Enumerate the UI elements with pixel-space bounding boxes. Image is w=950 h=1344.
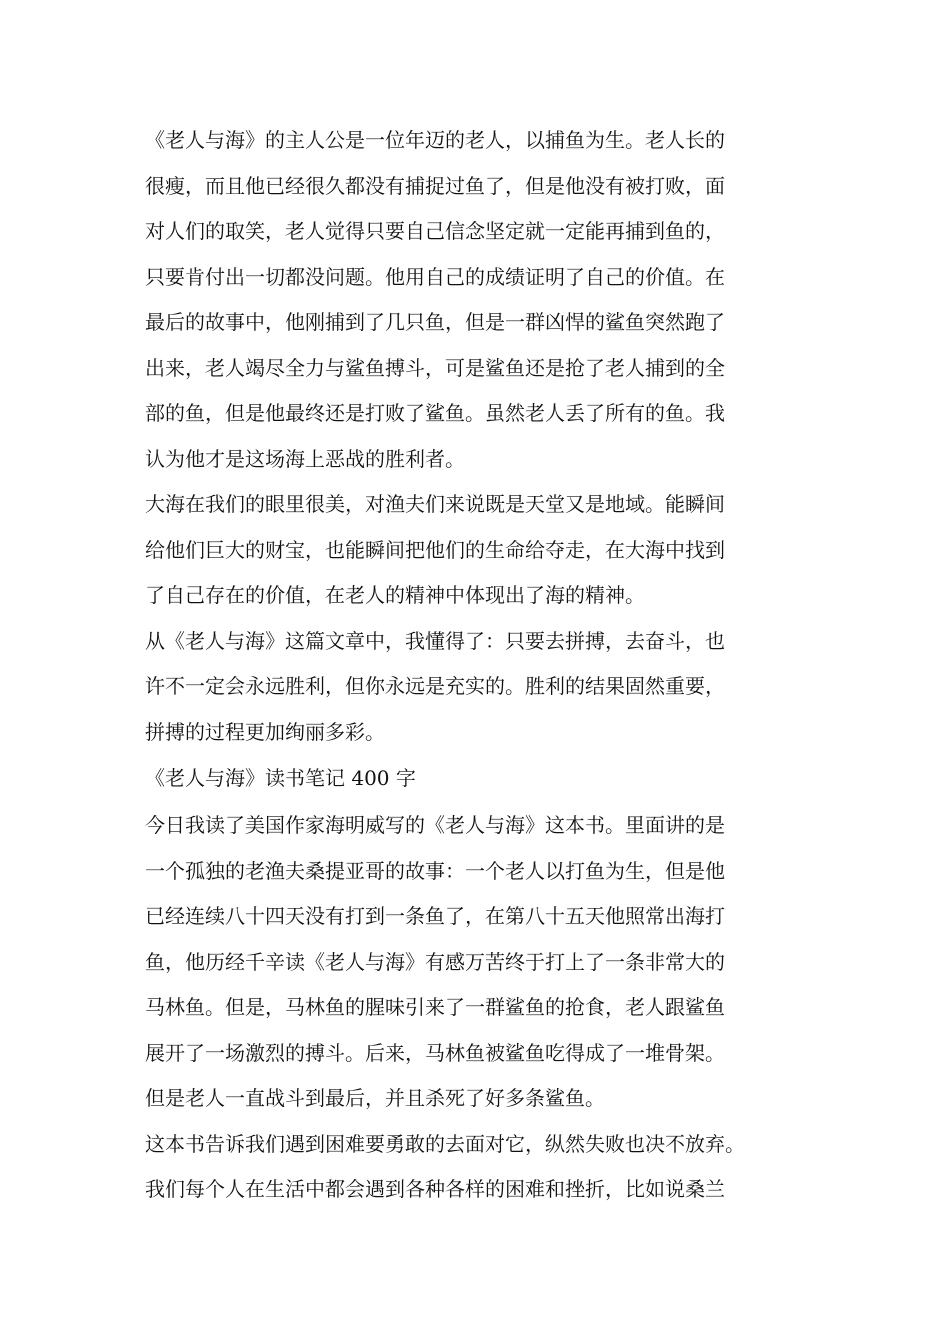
paragraph-3 (145, 619, 825, 756)
text-line: 许不一定会永远胜利，但你永远是充实的。胜利的结果固然重要， (145, 674, 725, 698)
text-line: 展开了一场激烈的搏斗。后来，马林鱼被鲨鱼吃得成了一堆骨架。 (145, 1040, 725, 1065)
text-line: 只要肯付出一切都没问题。他用自己的成绩证明了自己的价值。在 (145, 264, 725, 289)
text-line: 出来，老人竭尽全力与鲨鱼搏斗，可是鲨鱼还是抢了老人捕到的全 (145, 355, 725, 380)
paragraph-5 (145, 1122, 825, 1213)
text-line: 已经连续八十四天没有打到一条鱼了，在第八十五天他照常出海打 (145, 904, 725, 928)
text-line: 这本书告诉我们遇到困难要勇敢的去面对它，纵然失败也决不放弃。 (145, 1131, 745, 1156)
paragraph-4 (145, 803, 825, 1122)
paragraph-2 (145, 482, 825, 619)
text-line: 一个孤独的老渔夫桑提亚哥的故事：一个老人以打鱼为生，但是他 (145, 858, 725, 883)
text-line: 鱼，他历经千辛读《老人与海》有感万苦终于打上了一条非常大的 (145, 949, 725, 974)
text-line: 《老人与海》的主人公是一位年迈的老人，以捕鱼为生。老人长的 (145, 128, 725, 152)
text-line: 很瘦，而且他已经很久都没有捕捉过鱼了，但是他没有被打败，面 (145, 173, 725, 198)
text-line: 马林鱼。但是，马林鱼的腥味引来了一群鲨鱼的抢食，老人跟鲨鱼 (145, 995, 725, 1019)
document-body (145, 118, 825, 1213)
text-line: 部的鱼，但是他最终还是打败了鲨鱼。虽然老人丢了所有的鱼。我 (145, 401, 725, 425)
text-line: 认为他才是这场海上恶战的胜利者。 (145, 446, 465, 471)
text-line: 最后的故事中，他刚捕到了几只鱼，但是一群凶悍的鲨鱼突然跑了 (145, 310, 725, 334)
text-line: 拼搏的过程更加绚丽多彩。 (145, 719, 385, 744)
section-heading: 《老人与海》读书笔记 400 字 (145, 766, 416, 790)
paragraph-1 (145, 118, 825, 482)
text-line: 给他们巨大的财宝，也能瞬间把他们的生命给夺走，在大海中找到 (145, 537, 725, 562)
text-line: 从《老人与海》这篇文章中，我懂得了：只要去拼搏，去奋斗，也 (145, 628, 725, 653)
text-line: 对人们的取笑，老人觉得只要自己信念坚定就一定能再捕到鱼的， (145, 219, 725, 243)
text-line: 今日我读了美国作家海明威写的《老人与海》这本书。里面讲的是 (145, 813, 725, 837)
text-line: 但是老人一直战斗到最后，并且杀死了好多条鲨鱼。 (145, 1086, 605, 1110)
text-line: 我们每个人在生活中都会遇到各种各样的困难和挫折，比如说桑兰 (145, 1177, 725, 1201)
text-line: 大海在我们的眼里很美，对渔夫们来说既是天堂又是地域。能瞬间 (145, 492, 725, 516)
text-line: 了自己存在的价值，在老人的精神中体现出了海的精神。 (145, 583, 645, 607)
